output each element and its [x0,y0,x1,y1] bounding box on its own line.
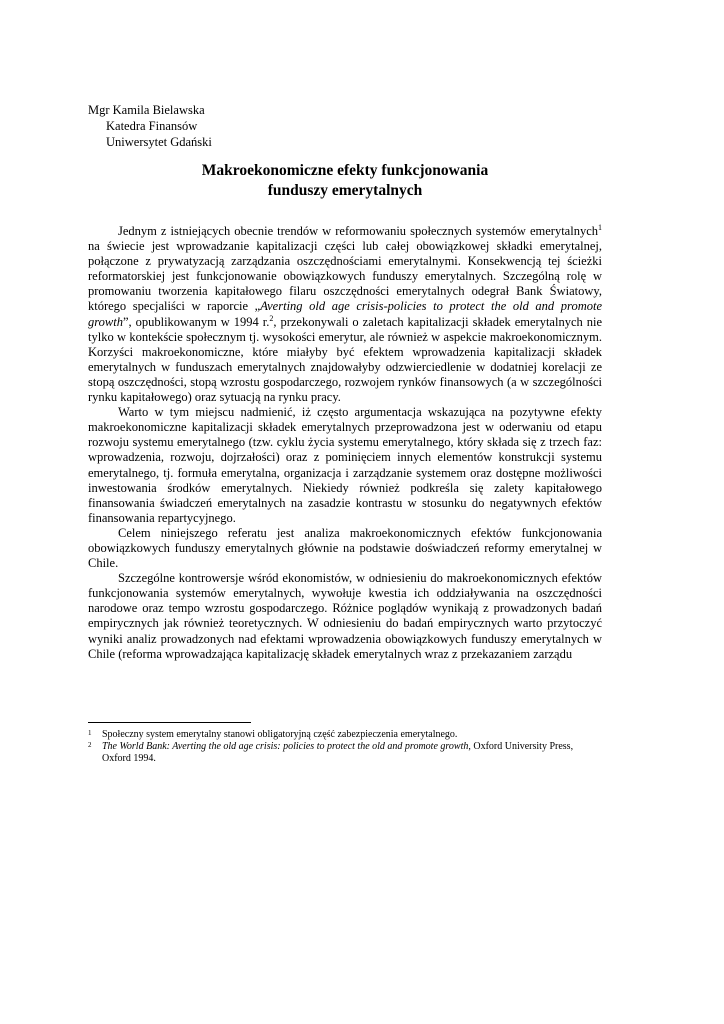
page-title [88,161,602,201]
paragraph-3: Celem niniejszego referatu jest analiza makroekonomicznych efektów funkcjonowania obowiązkowych funduszy emerytalnych głównie na podstawie doświadczeń reformy emerytalnej w Chile. [88,525,602,571]
paragraph-4: Szczególne kontrowersje wśród ekonomistów, w odniesieniu do makroekonomicznych efektów funkcjonowania systemów emerytalnych, wywołuje kwestia ich oddziaływania na oszczędności narodowe oraz tempo wzrostu gospodarczego. Różnice poglądów wynikają z prowadzonych badań empirycznych jak również teoretycznych. W odniesieniu do badań empirycznych warto przytoczyć wyniki analiz prowadzonych nad efektami wprowadzenia obowiązkowych funduszy emerytalnych w Chile (reforma wprowadzająca kapitalizację składek emerytalnych wraz z przekazaniem zarządu [88,571,602,661]
paragraph-1-text-b: na świecie jest wprowadzanie kapitalizacji części lub całej obowiązkowej składki emerytalnej, połączone z prywatyzacją zarządzania oszczędnościami emerytalnymi. Konsekwencją tej ścieżki reformatorskiej jest funkcjonowanie obowiązkowych funduszy emerytalnych. Szczególną rolę w promowaniu tworzenia kapitałowego filaru oszczędności emerytalnych odegrał Bank Światowy, którego specjaliści w raporcie „ [88,239,602,314]
footnote-1 [88,729,602,741]
author-block [88,102,212,150]
paragraph-2: Warto w tym miejscu nadmienić, iż często argumentacja wskazująca na pozytywne efekty makroekonomiczne kapitalizacji składek emerytalnych przeprowadzona jest w oderwaniu od etapu rozwoju systemu emerytalnego (tzw. cyklu życia systemu emerytalnego, który składa się z trzech faz: wprowadzenia, rozwoju, dojrzałości) oraz z pominięciem innych elementów konstrukcji systemu emerytalnego, tj. formuła emerytalna, organizacja i zarządzanie systemem oraz dostępne możliwości inwestowania środków emerytalnych. Niekiedy również podkreśla się zalety kapitałowego finansowania świadczeń emerytalnych na zasadzie kontrastu w stosunku do negatywnych efektów finansowania repartycyjnego. [88,405,602,525]
paragraph-1-text-a: Jednym z istniejących obecnie trendów w reformowaniu społecznych systemów emerytalnych [118,224,598,238]
footnote-2-italic: The World Bank: Averting the old age crisis: policies to protect the old and promote growth [102,741,469,752]
footnote-1-number: 1 [88,729,92,737]
paragraph-1 [88,224,602,405]
footnote-2-text: , Oxford University Press, Oxford 1994. [102,741,574,764]
footnote-ref-2: 2 [269,313,274,323]
footnote-2-number: 2 [88,741,92,749]
footnote-1-text: Społeczny system emerytalny stanowi obligatoryjną część zabezpieczenia emerytalnego. [102,729,458,740]
footnote-2 [88,741,602,765]
author-department: Katedra Finansów [106,119,198,133]
author-university: Uniwersytet Gdański [106,135,212,149]
paragraph-1-text-c: ”, opublikowanym w 1994 r. [122,314,270,329]
footnotes [88,729,602,765]
author-name: Mgr Kamila Bielawska [88,103,205,117]
body-text [88,224,602,662]
footnote-separator [88,722,251,723]
footnote-2-body [102,741,602,765]
report-title-italic: Averting old age crisis-policies to protect the old and promote growth [88,299,602,329]
title-line-2: funduszy emerytalnych [267,182,423,199]
paragraph-1-text-d: , przekonywali o zaletach kapitalizacji składek emerytalnych nie tylko w kontekście społecznym tj. wysokości emerytur, ale również w aspekcie makroekonomicznym. Korzyści makroekonomiczne, które miałyby być efektem wprowadzenia kapitalizacji składek emerytalnych w funduszach emerytalnych znajdowałyby odzwierciedlenie w dodatniej korelacji ze stopą oszczędności, stopą wzrostu gospodarczego, rozwojem rynków finansowych (a w szczególności rynku kapitałowego) oraz sytuacją na rynku pracy. [88,314,602,405]
footnote-ref-1: 1 [598,222,602,232]
title-line-1: Makroekonomiczne efekty funkcjonowania [201,162,489,179]
